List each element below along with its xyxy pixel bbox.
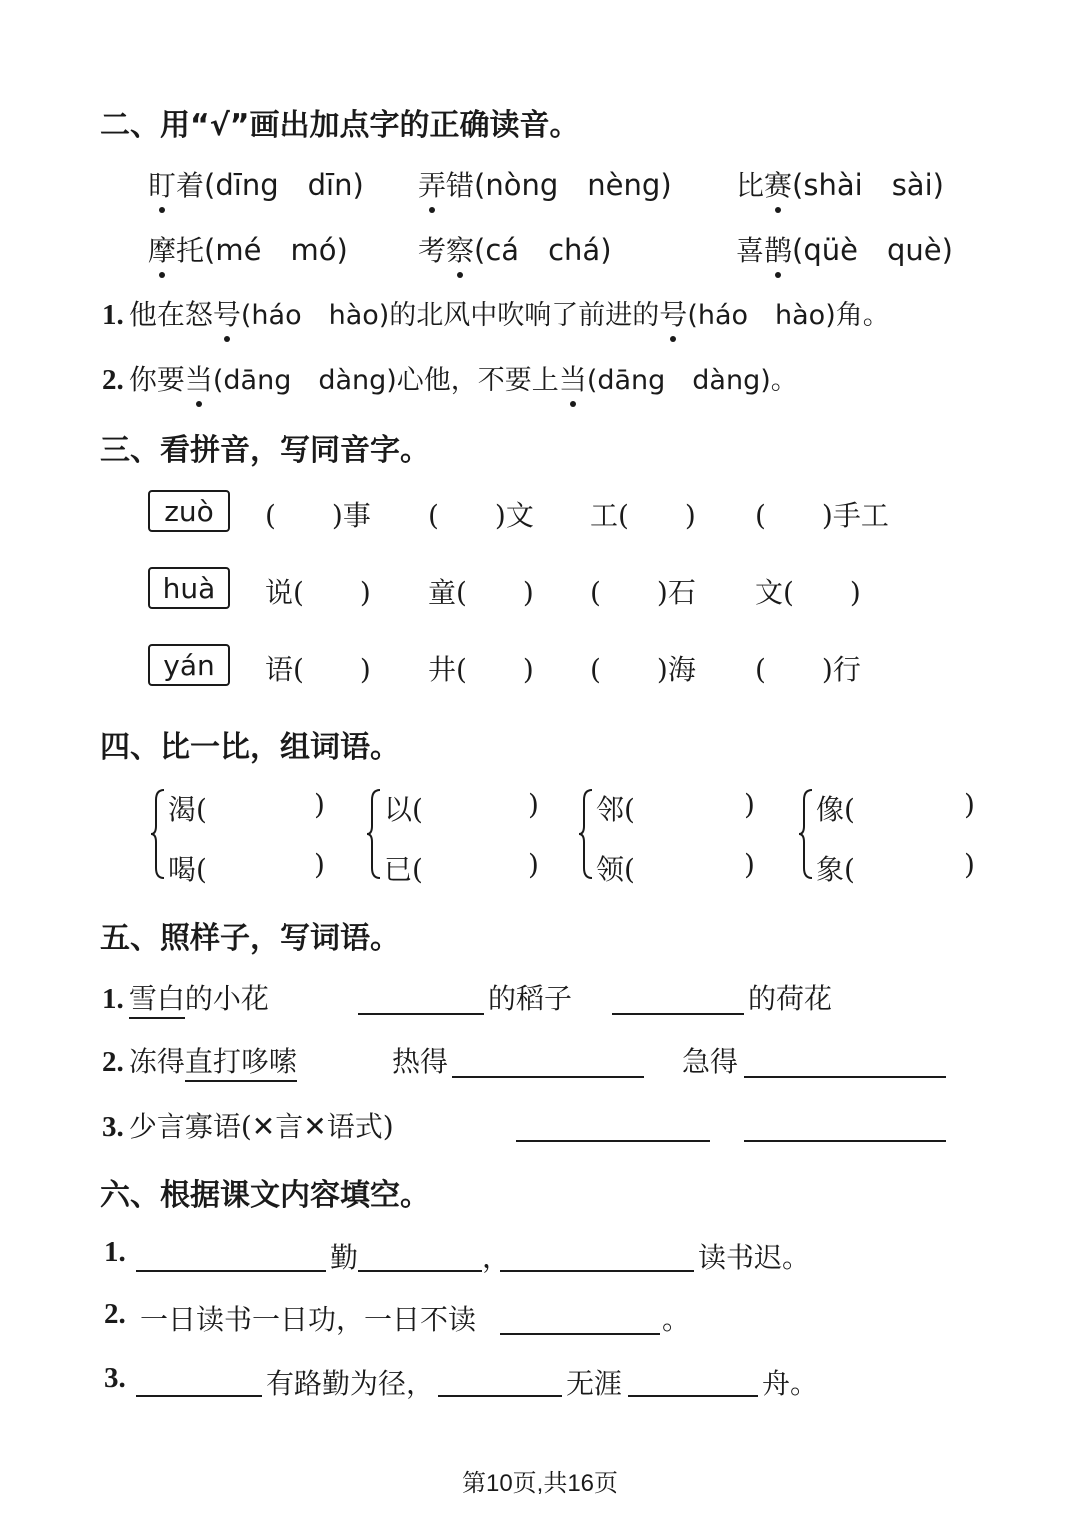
poem-text: 舟。 [762,1367,819,1400]
answer-line[interactable] [744,1140,946,1142]
blank-cell[interactable]: 语( ) [265,653,371,686]
section-6-title: 六、根据课文内容填空。 [100,1178,430,1213]
section-5-title: 五、照样子，写词语。 [100,921,400,956]
pinyin-row-1 [148,163,944,204]
poem-text: 有路勤为径， [266,1367,435,1400]
compare-word-bottom: 已( [384,853,423,886]
example-line-2: 2. 冻得直打哆嗦 [102,1040,297,1080]
word-prefix: 热得 [392,1045,449,1078]
blank-cell[interactable]: 文( ) [755,576,861,609]
dotted-char: 当 [559,358,587,398]
pinyin-item: 盯着(dīng dīn) [148,163,418,204]
dotted-char: 盯 [148,164,176,204]
answer-line[interactable] [500,1270,694,1272]
answer-line[interactable] [438,1395,562,1397]
pinyin-item: 考察(cá chá) [418,228,736,269]
section-3-title: 三、看拼音，写同音字。 [100,433,430,468]
close-paren: ) [744,848,755,881]
blank-cell[interactable]: 说( ) [265,576,371,609]
blank-cell[interactable]: 工( ) [590,499,696,532]
blank-cell[interactable]: 童( ) [428,576,534,609]
example-line-1: 1. 雪白的小花 [102,977,269,1017]
pinyin-box: yán [148,644,230,686]
close-paren: ) [528,788,539,821]
pinyin-item: 喜鹊(qüè què) [736,228,953,269]
blank-cell[interactable]: ( )文 [428,499,534,532]
dotted-char: 弄 [418,164,446,204]
answer-line[interactable] [628,1395,758,1397]
poem-text: 无涯 [566,1367,623,1400]
blank-cell[interactable]: ( )事 [265,499,371,532]
brace-icon [150,788,166,880]
word-prefix: 急得 [682,1045,739,1078]
sentence-2: 2. 你要当(dāng dàng)心他，不要上当(dāng dàng)。 [102,358,798,398]
dotted-char: 号 [213,293,241,333]
answer-line[interactable] [516,1140,710,1142]
close-paren: ) [314,788,325,821]
pinyin-item: 摩托(mé mó) [148,228,418,269]
blank-cell[interactable]: 井( ) [428,653,534,686]
answer-line[interactable] [358,1013,484,1015]
brace-icon [798,788,814,880]
poem-text: 一日读书一日功，一日不读 [140,1303,477,1336]
close-paren: ) [528,848,539,881]
compare-word-bottom: 象( [816,853,855,886]
pinyin-item: 弄错(nòng nèng) [418,163,736,204]
section-2-title: 二、用“√”画出加点字的正确读音。 [100,108,580,143]
poem-text: 勤 [330,1241,359,1274]
line-number: 2. [104,1298,126,1330]
section-4-title: 四、比一比，组词语。 [100,730,400,765]
poem-text: ， [482,1241,511,1274]
answer-line[interactable] [358,1270,482,1272]
dotted-char: 鹊 [764,229,792,269]
compare-word-bottom: 喝( [168,853,207,886]
close-paren: ) [964,848,975,881]
pinyin-box: zuò [148,490,230,532]
brace-icon [578,788,594,880]
compare-word-top: 邻( [596,793,635,826]
answer-line[interactable] [612,1013,744,1015]
compare-word-top: 像( [816,793,855,826]
blank-cell[interactable]: ( )手工 [755,499,889,532]
poem-text: 读书迟。 [698,1241,811,1274]
blank-cell[interactable]: ( )海 [590,653,696,686]
poem-text: 。 [662,1303,691,1336]
word-suffix: 的稻子 [488,982,573,1015]
answer-line[interactable] [452,1076,644,1078]
dotted-char: 号 [659,293,687,333]
close-paren: ) [314,848,325,881]
word-suffix: 的荷花 [748,982,833,1015]
blank-cell[interactable]: ( )行 [755,653,861,686]
sentence-1: 1. 他在怒号(háo hào)的北风中吹响了前进的号(háo hào)角。 [102,293,890,333]
page-footer: 第10页,共16页 [461,1470,619,1497]
close-paren: ) [964,788,975,821]
compare-word-bottom: 领( [596,853,635,886]
compare-word-top: 以( [384,793,423,826]
dotted-char: 赛 [764,164,792,204]
brace-icon [366,788,382,880]
compare-word-top: 渴( [168,793,207,826]
answer-line[interactable] [744,1076,946,1078]
dotted-char: 察 [446,229,474,269]
pinyin-item: 比赛(shài sài) [736,163,944,204]
close-paren: ) [744,788,755,821]
example-line-3: 3. 少言寡语(✕言✕语式) [102,1110,394,1143]
dotted-char: 摩 [148,229,176,269]
answer-line[interactable] [136,1270,326,1272]
answer-line[interactable] [136,1395,262,1397]
answer-line[interactable] [500,1333,660,1335]
blank-cell[interactable]: ( )石 [590,576,696,609]
dotted-char: 当 [185,358,213,398]
pinyin-row-2 [148,228,953,269]
line-number: 3. [104,1362,126,1394]
line-number: 1. [104,1236,126,1268]
pinyin-box: huà [148,567,230,609]
